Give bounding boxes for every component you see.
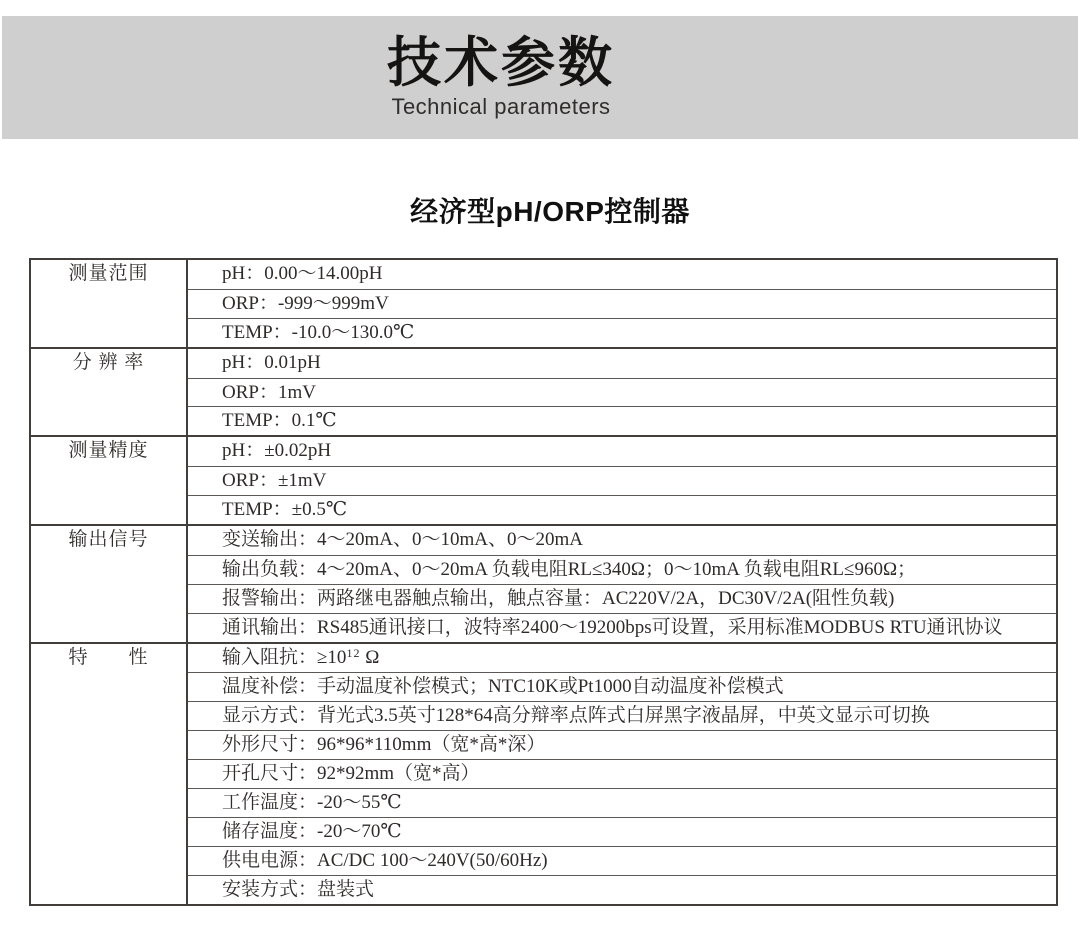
table-row: pH：0.01pH (222, 351, 321, 373)
table-row: 储存温度：-20～70℃ (188, 817, 1056, 846)
table-group (31, 524, 1056, 642)
table-row: 显示方式：背光式3.5英寸128*64高分辩率点阵式白屏黑字液晶屏，中英文显示可切换 (188, 701, 1056, 730)
superscript: 12 (346, 645, 361, 660)
table-row: pH：0.00～14.00pH (222, 263, 383, 284)
group-rows (188, 260, 1056, 347)
group-category-cell: 输出信号 (31, 526, 188, 642)
group-category-cell: 分 辨 率 (31, 349, 188, 436)
group-rows (188, 644, 1056, 904)
table-row: ORP：1mV (188, 378, 1056, 407)
table-row: ORP：-999～999mV (188, 289, 1056, 318)
page-subtitle-en: Technical parameters (391, 94, 611, 120)
group-rows (188, 437, 1056, 524)
table-row: TEMP：0.1℃ (188, 406, 1056, 435)
spec-table (29, 258, 1058, 906)
table-row: 温度补偿：手动温度补偿模式；NTC10K或Pt1000自动温度补偿模式 (188, 672, 1056, 701)
table-row: 变送输出：4～20mA、0～10mA、0～20mA (222, 529, 584, 551)
table-group (31, 642, 1056, 904)
group-rows (188, 349, 1056, 436)
table-row: 安装方式：盘装式 (188, 875, 1056, 904)
table-row: pH：±0.02pH (222, 440, 332, 462)
table-row: 开孔尺寸：92*92mm（宽*高） (188, 759, 1056, 788)
group-category-cell: 特 性 (31, 644, 188, 904)
table-row: TEMP：-10.0～130.0℃ (188, 318, 1056, 347)
table-row: TEMP：±0.5℃ (188, 495, 1056, 524)
page-title: 技术参数 (387, 32, 615, 93)
group-category-cell: 测量精度 (31, 437, 188, 524)
table-group (31, 347, 1056, 436)
table-row: 外形尺寸：96*96*110mm（宽*高*深） (188, 730, 1056, 759)
table-row: 报警输出：两路继电器触点输出，触点容量：AC220V/2A，DC30V/2A(阻性负载) (188, 584, 1056, 613)
table-row: 输入阻抗：$\ge 10^{12}$ Ω (222, 645, 380, 668)
group-rows (188, 526, 1056, 642)
table-row: 输出负载：4～20mA、0～20mA 负载电阻RL≤340Ω；0～10mA 负载电阻RL≤960Ω； (188, 555, 1056, 584)
header-banner (2, 16, 1078, 139)
table-row: 通讯输出：RS485通讯接口，波特率2400～19200bps可设置，采用标准MODBUS RTU通讯协议 (188, 613, 1056, 642)
group-category-cell: 测量范围 (31, 260, 188, 347)
table-group (31, 435, 1056, 524)
product-title: 经济型pH/ORP控制器 (410, 196, 690, 227)
table-group (31, 260, 1056, 347)
table-row: 工作温度：-20～55℃ (188, 788, 1056, 817)
table-row: 供电电源：AC/DC 100～240V(50/60Hz) (188, 846, 1056, 875)
table-row: ORP：±1mV (188, 466, 1056, 495)
